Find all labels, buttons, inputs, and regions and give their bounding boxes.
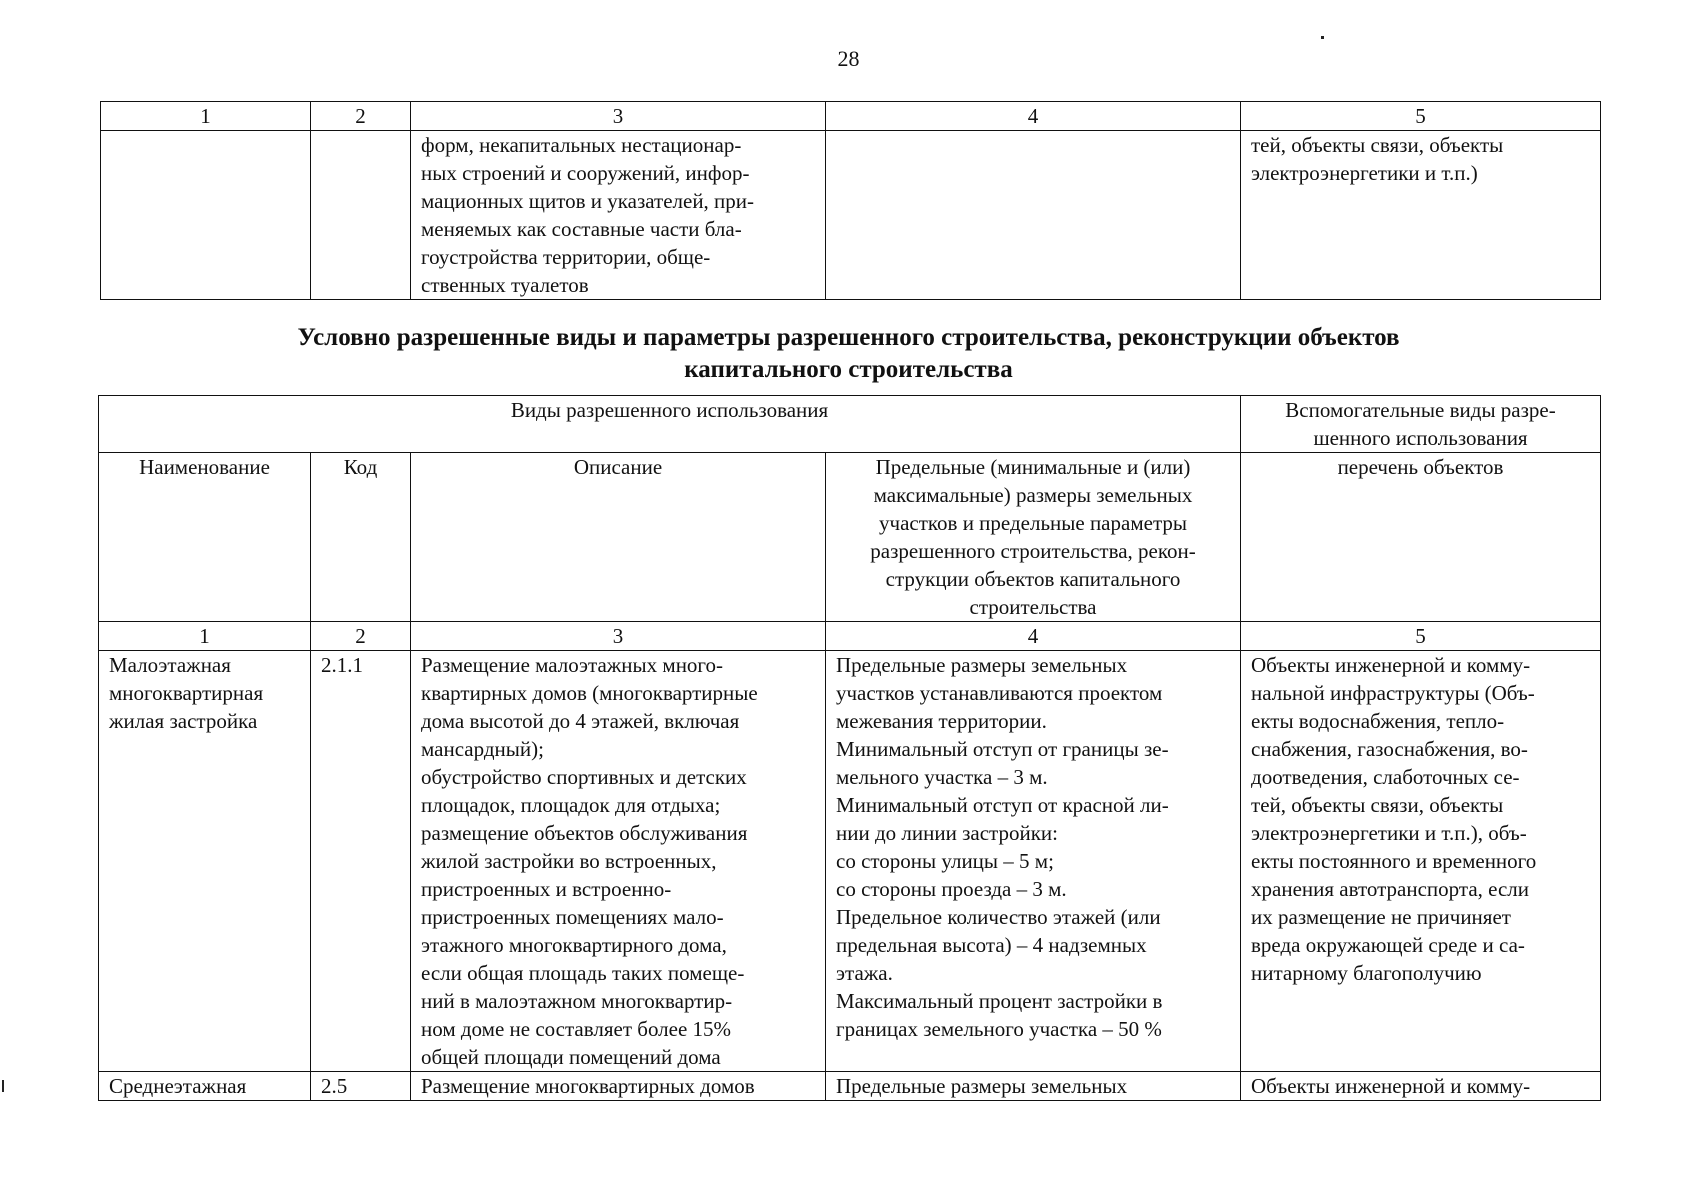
text-line: Размещение малоэтажных много-: [421, 653, 724, 677]
header-name: Наименование: [99, 453, 311, 622]
text-line: нитарному благополучию: [1251, 961, 1482, 985]
column-number-4: 4: [826, 622, 1241, 651]
header-code: Код: [311, 453, 411, 622]
group-header-row: [99, 396, 1601, 453]
text-line: Предельные размеры земельных: [836, 653, 1128, 677]
text-line: Объекты инженерной и комму-: [1251, 1074, 1531, 1098]
table-row: [99, 651, 1601, 1072]
table-row: [99, 1072, 1601, 1101]
cell-params: [826, 651, 1241, 1072]
text-line: если общая площадь таких помеще-: [421, 961, 745, 985]
text-line: обустройство спортивных и детских: [421, 765, 747, 789]
continued-table: [100, 101, 1601, 300]
text-line: форм, некапитальных нестационар-: [421, 133, 742, 157]
cell-name: [99, 651, 311, 1072]
text-line: Минимальный отступ от красной ли-: [836, 793, 1169, 817]
text-line: разрешенного строительства, рекон-: [870, 539, 1196, 563]
text-line: Предельные размеры земельных: [836, 1074, 1128, 1098]
text-line: екты постоянного и временного: [1251, 849, 1537, 873]
text-line: этажа.: [836, 961, 893, 985]
text-line: Среднеэтажная: [109, 1074, 247, 1098]
column-number-5: 5: [1241, 622, 1601, 651]
cell-description: [411, 1072, 826, 1101]
text-line: нии до линии застройки:: [836, 821, 1058, 845]
column-number-2: 2: [311, 102, 411, 131]
scan-speck: [2, 1080, 4, 1092]
cell-objects: [1241, 651, 1601, 1072]
text-line: Максимальный процент застройки в: [836, 989, 1163, 1013]
text-line: размещение объектов обслуживания: [421, 821, 748, 845]
text-line: квартирных домов (многоквартирные: [421, 681, 758, 705]
column-number-3: 3: [411, 622, 826, 651]
text-line: межевания территории.: [836, 709, 1047, 733]
cell-params: [826, 131, 1241, 300]
cell-name: [101, 131, 311, 300]
column-number-5: 5: [1241, 102, 1601, 131]
permitted-uses-table: [98, 395, 1601, 1101]
text-line: электроэнергетики и т.п.): [1251, 161, 1478, 185]
cell-objects: [1241, 1072, 1601, 1101]
column-number-2: 2: [311, 622, 411, 651]
column-header-row: [99, 453, 1601, 622]
column-number-row: [99, 622, 1601, 651]
text-line: ний в малоэтажном многоквартир-: [421, 989, 733, 1013]
text-line: электроэнергетики и т.п.), объ-: [1251, 821, 1527, 845]
text-line: ных строений и сооружений, инфор-: [421, 161, 750, 185]
text-line: ном доме не составляет более 15%: [421, 1017, 732, 1041]
text-line: границах земельного участка – 50 %: [836, 1017, 1162, 1041]
cell-code: 2.1.1: [311, 651, 411, 1072]
text-line: доотведения, слаботочных се-: [1251, 765, 1520, 789]
text-line: Предельные (минимальные и (или): [875, 455, 1191, 479]
text-line: ственных туалетов: [421, 273, 589, 297]
text-line: екты водоснабжения, тепло-: [1251, 709, 1505, 733]
column-number-row: [101, 102, 1601, 131]
text-line: максимальные) размеры земельных: [873, 483, 1193, 507]
text-line: Вспомогательные виды разре-: [1285, 398, 1556, 422]
text-line: Объекты инженерной и комму-: [1251, 653, 1531, 677]
text-line: мельного участка – 3 м.: [836, 765, 1048, 789]
section-title-line: капитального строительства: [684, 356, 1013, 383]
text-line: струкции объектов капитального: [885, 567, 1181, 591]
header-description: Описание: [411, 453, 826, 622]
group-header-uses: Виды разрешенного использования: [99, 396, 1241, 453]
text-line: Минимальный отступ от границы зе-: [836, 737, 1169, 761]
text-line: гоустройства территории, обще-: [421, 245, 711, 269]
text-line: со стороны проезда – 3 м.: [836, 877, 1067, 901]
cell-objects: [1241, 131, 1601, 300]
text-line: жилой застройки во встроенных,: [421, 849, 717, 873]
scan-speck: [1321, 36, 1324, 39]
text-line: со стороны улицы – 5 м;: [836, 849, 1054, 873]
text-line: жилая застройка: [109, 709, 258, 733]
column-number-4: 4: [826, 102, 1241, 131]
text-line: участков и предельные параметры: [879, 511, 1187, 535]
column-number-1: 1: [99, 622, 311, 651]
cell-description: [411, 131, 826, 300]
text-line: хранения автотранспорта, если: [1251, 877, 1530, 901]
text-line: строительства: [969, 595, 1097, 619]
header-objects: перечень объектов: [1241, 453, 1601, 622]
column-number-1: 1: [101, 102, 311, 131]
column-number-3: 3: [411, 102, 826, 131]
text-line: снабжения, газоснабжения, во-: [1251, 737, 1528, 761]
cell-params: [826, 1072, 1241, 1101]
cell-description: [411, 651, 826, 1072]
text-line: Размещение многоквартирных домов: [421, 1074, 755, 1098]
text-line: общей площади помещений дома: [421, 1045, 721, 1069]
text-line: пристроенных помещениях мало-: [421, 905, 724, 929]
text-line: дома высотой до 4 этажей, включая: [421, 709, 740, 733]
text-line: пристроенных и встроенно-: [421, 877, 672, 901]
text-line: мансардный);: [421, 737, 544, 761]
text-line: площадок, площадок для отдыха;: [421, 793, 721, 817]
cell-name: [99, 1072, 311, 1101]
text-line: вреда окружающей среде и са-: [1251, 933, 1525, 957]
text-line: многоквартирная: [109, 681, 264, 705]
text-line: этажного многоквартирного дома,: [421, 933, 727, 957]
text-line: тей, объекты связи, объекты: [1251, 793, 1504, 817]
section-title: [0, 322, 1697, 386]
text-line: нальной инфраструктуры (Объ-: [1251, 681, 1535, 705]
text-line: их размещение не причиняет: [1251, 905, 1511, 929]
header-params: [826, 453, 1241, 622]
text-line: тей, объекты связи, объекты: [1251, 133, 1504, 157]
text-line: Малоэтажная: [109, 653, 231, 677]
section-title-line: Условно разрешенные виды и параметры разрешенного строительства, реконструкции объектов: [297, 324, 1400, 351]
text-line: участков устанавливаются проектом: [836, 681, 1163, 705]
text-line: мационных щитов и указателей, при-: [421, 189, 755, 213]
group-header-aux: [1241, 396, 1601, 453]
table-row: [101, 131, 1601, 300]
text-line: меняемых как составные части бла-: [421, 217, 742, 241]
page-number: 28: [837, 46, 860, 71]
cell-code: [311, 131, 411, 300]
cell-code: 2.5: [311, 1072, 411, 1101]
text-line: предельная высота) – 4 надземных: [836, 933, 1147, 957]
text-line: шенного использования: [1313, 426, 1528, 450]
text-line: Предельное количество этажей (или: [836, 905, 1161, 929]
